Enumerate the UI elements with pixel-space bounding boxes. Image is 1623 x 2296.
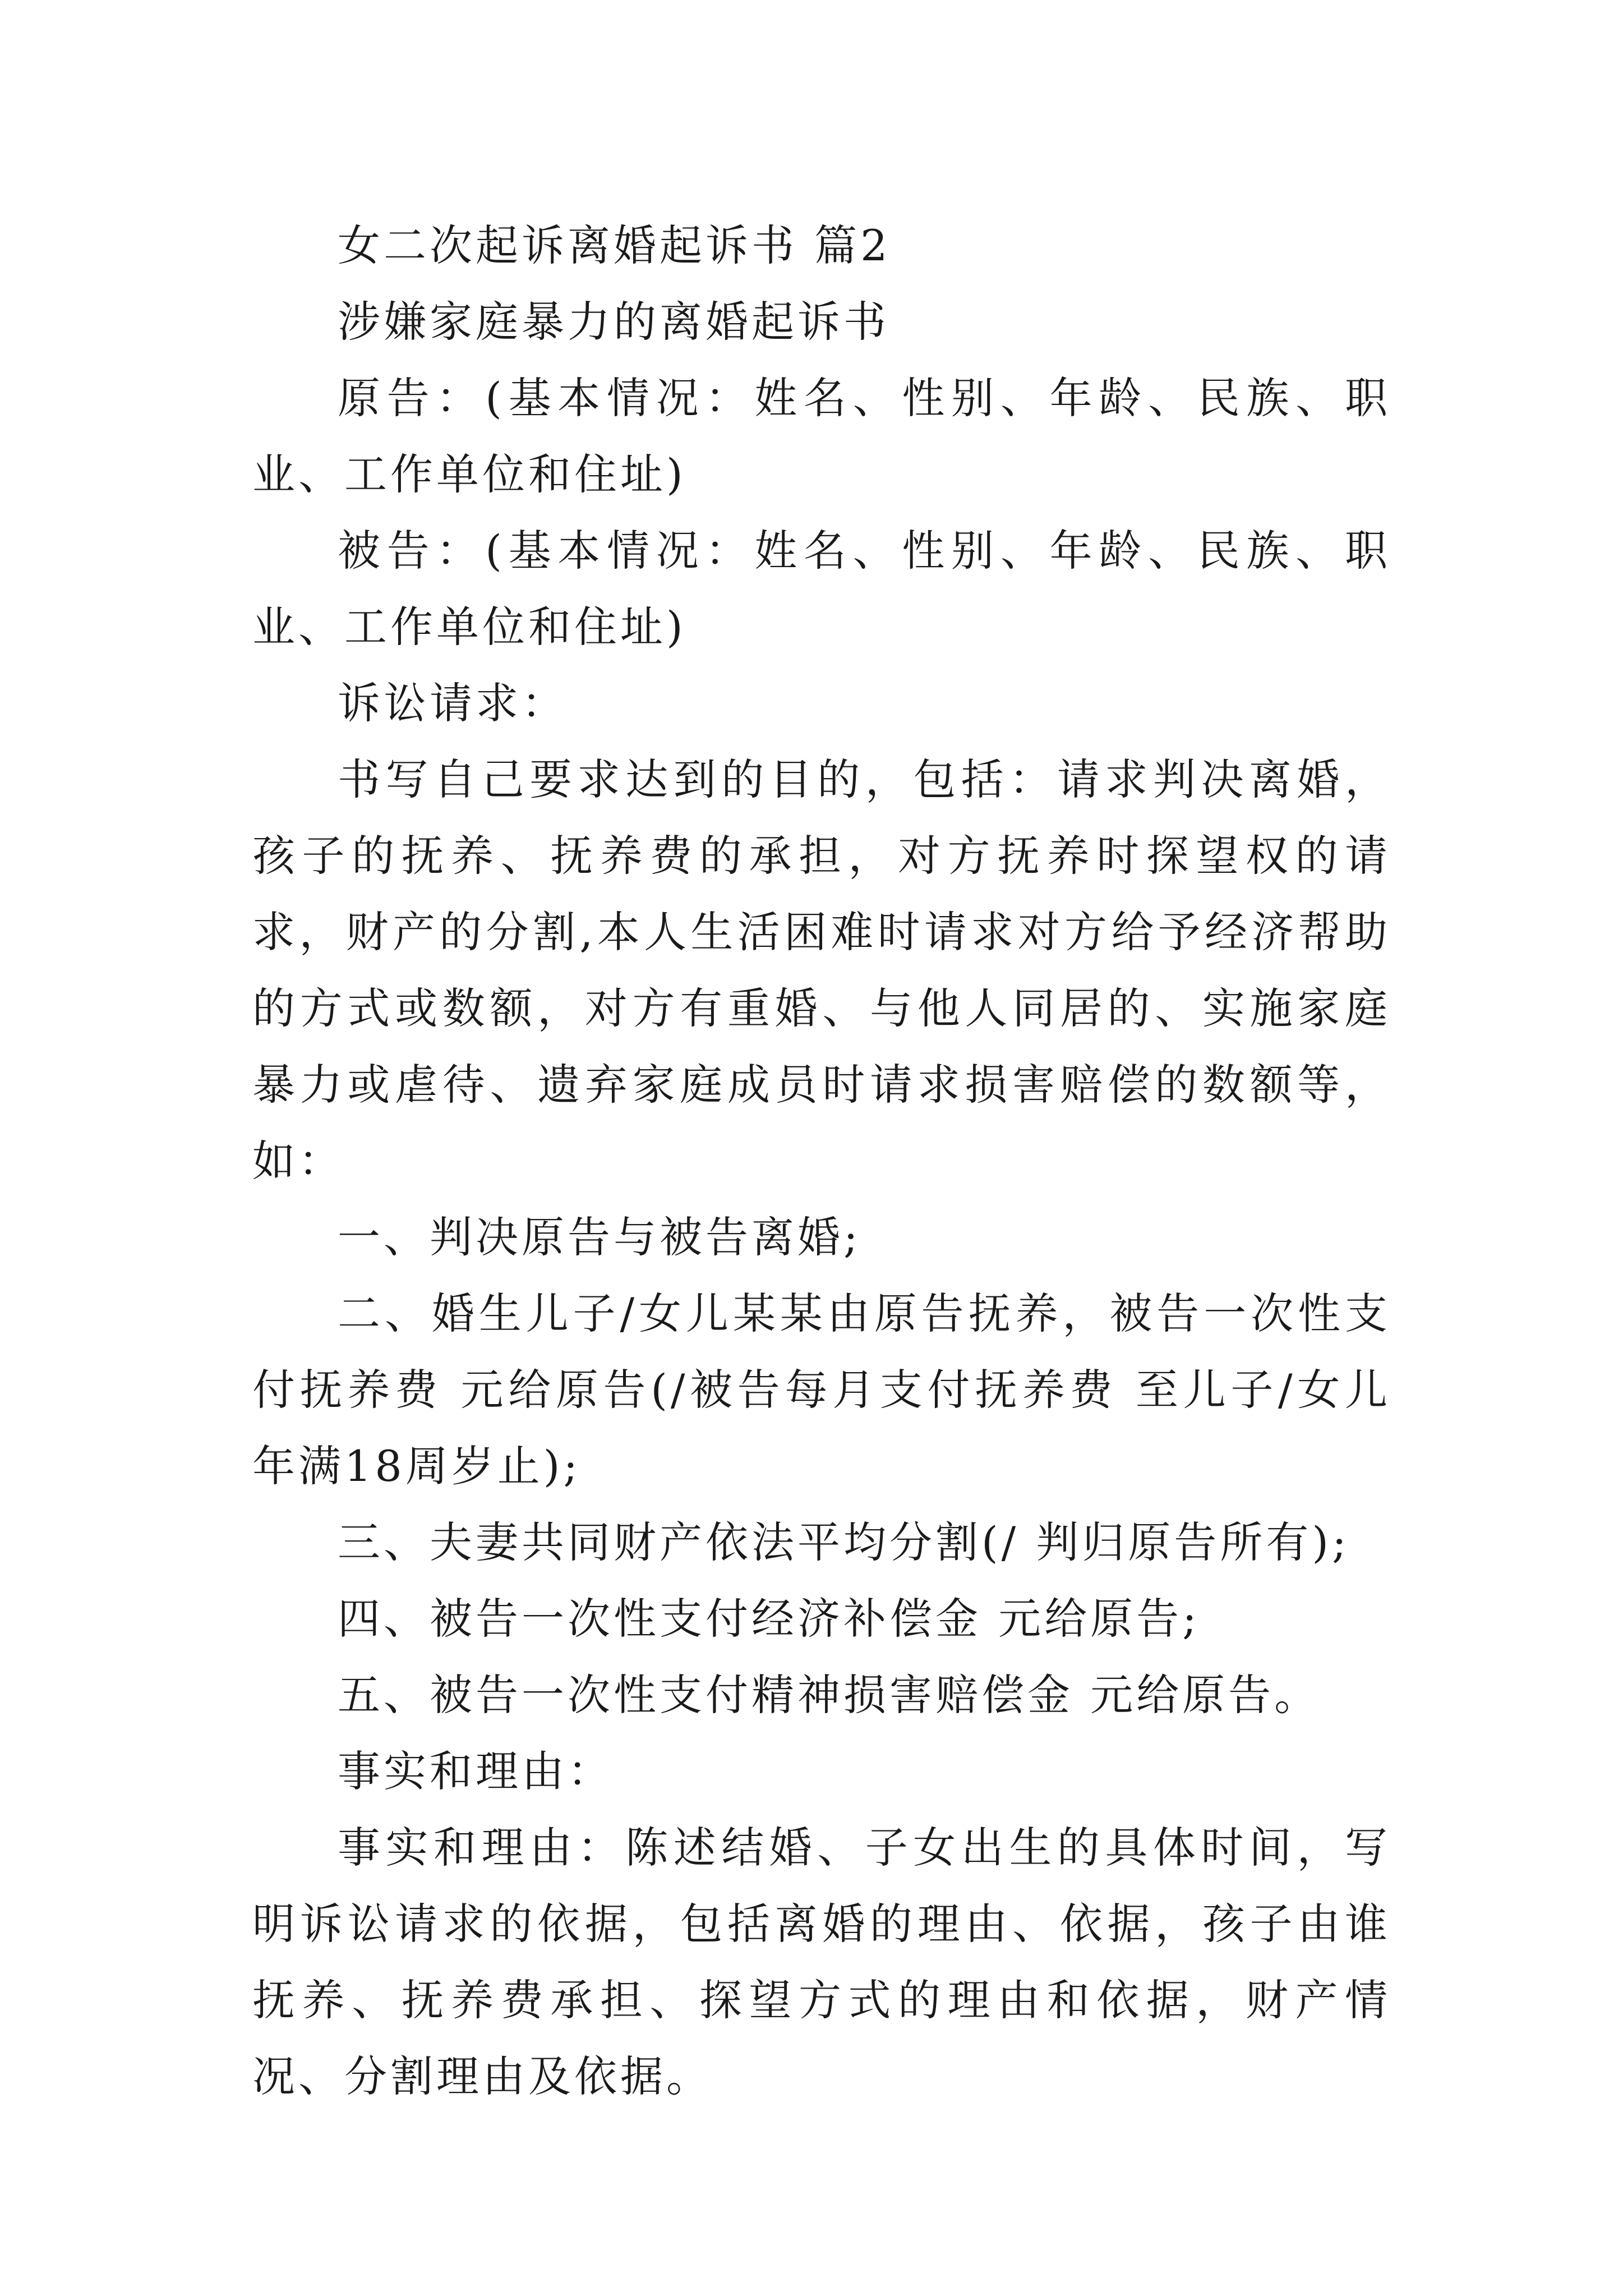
facts-label: 事实和理由： (338, 1746, 614, 1796)
defendant-info: 被告：(基本情况：姓名、性别、年龄、民族、职业、工作单位和住址) (252, 526, 1391, 652)
document-subheading: 涉嫌家庭暴力的离婚起诉书 (338, 297, 889, 347)
claims-label: 诉讼请求： (338, 678, 568, 728)
plaintiff-info: 原告：(基本情况：姓名、性别、年龄、民族、职业、工作单位和住址) (252, 373, 1391, 499)
claim-item: 四、被告一次性支付经济补偿金 元给原告; (338, 1594, 1200, 1644)
claim-item: 二、婚生儿子/女儿某某由原告抚养，被告一次性支付抚养费 元给原告(/被告每月支付抚养费 至儿子/女儿年满18周岁止); (252, 1289, 1391, 1491)
document-body (252, 208, 1391, 2115)
document-heading: 女二次起诉离婚起诉书 篇2 (338, 220, 891, 270)
claims-intro: 书写自己要求达到的目的，包括：请求判决离婚，孩子的抚养、抚养费的承担，对方抚养时探望权的请求，财产的分割,本人生活困难时请求对方给予经济帮助的方式或数额，对方有重婚、与他人同居的、实施家庭暴力或虐待、遗弃家庭成员时请求损害赔偿的数额等，如： (252, 754, 1391, 1186)
claim-item: 一、判决原告与被告离婚; (338, 1212, 861, 1262)
claim-item: 三、夫妻共同财产依法平均分割(/ 判归原告所有); (338, 1517, 1350, 1567)
claim-item: 五、被告一次性支付精神损害赔偿金 元给原告。 (338, 1670, 1321, 1720)
facts-body: 事实和理由：陈述结婚、子女出生的具体时间，写明诉讼请求的依据，包括离婚的理由、依据，孩子由谁抚养、抚养费承担、探望方式的理由和依据，财产情况、分割理由及依据。 (252, 1823, 1391, 2101)
